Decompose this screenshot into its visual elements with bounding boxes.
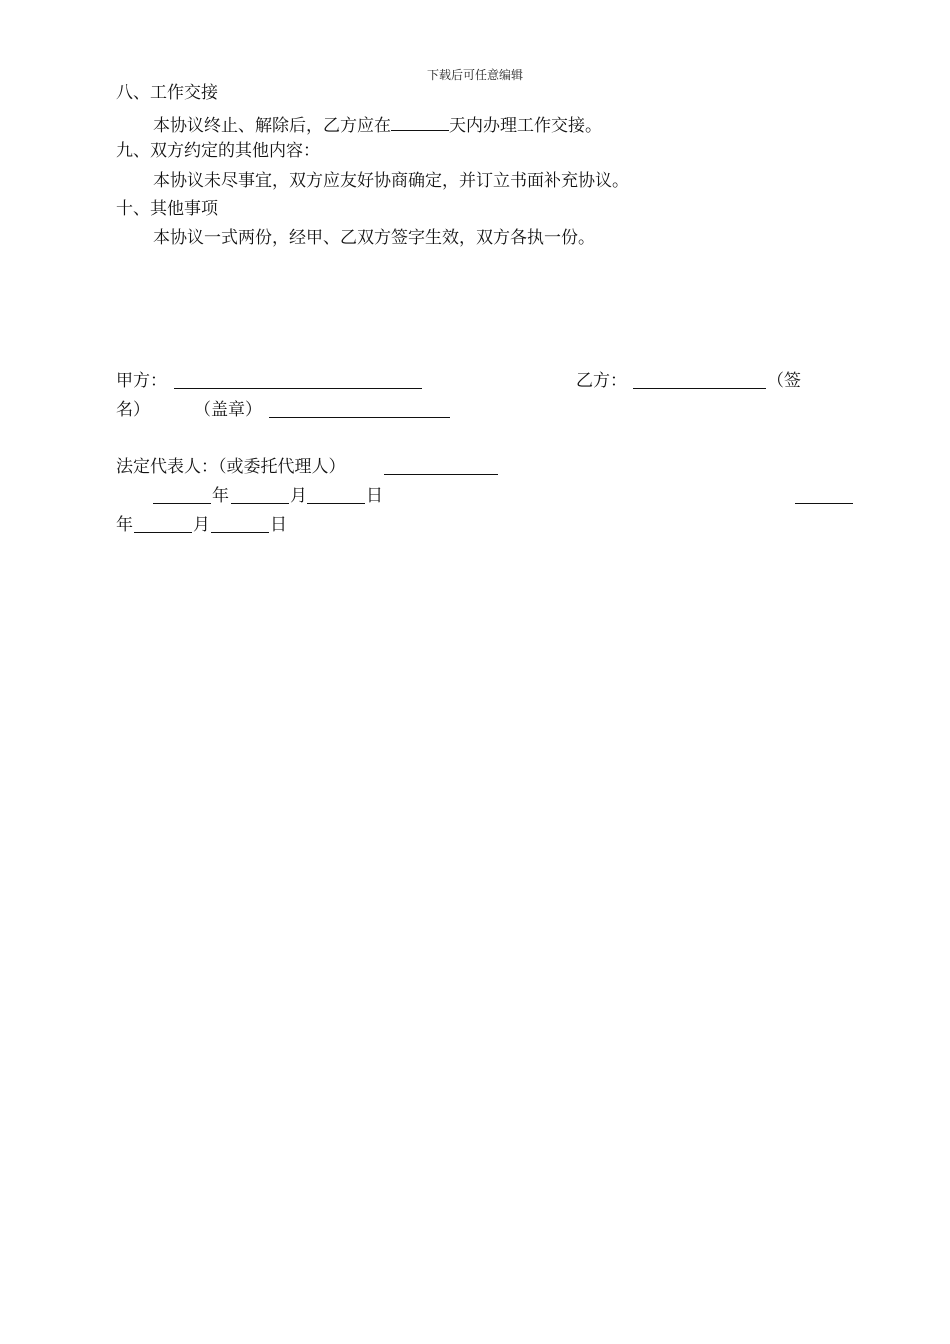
header-note: 下载后可任意编辑 [426, 68, 523, 82]
date-a-year-label: 年 [212, 486, 229, 506]
section-8-body-after: 天内办理工作交接。 [449, 116, 602, 136]
sign-open-label: （签 [767, 371, 801, 391]
party-b-sign-blank[interactable] [633, 388, 766, 389]
section-8-body [153, 112, 602, 137]
date-b-day-blank[interactable] [211, 532, 269, 533]
party-a-blank[interactable] [174, 388, 422, 389]
date-a-month-blank[interactable] [231, 503, 289, 504]
date-a-day-blank[interactable] [307, 503, 365, 504]
date-b-month-blank[interactable] [134, 532, 192, 533]
seal-label: （盖章） [194, 400, 262, 420]
section-10-body: 本协议一式两份，经甲、乙双方签字生效，双方各执一份。 [153, 228, 595, 248]
date-a-day-label: 日 [366, 486, 383, 506]
party-b-label: 乙方： [576, 371, 627, 391]
legal-rep-blank[interactable] [384, 474, 498, 475]
section-10-heading: 十、其他事项 [116, 199, 218, 219]
section-9-heading: 九、双方约定的其他内容： [116, 141, 320, 161]
section-8-heading: 八、工作交接 [116, 83, 218, 103]
section-8-body-before: 本协议终止、解除后，乙方应在 [153, 116, 391, 136]
legal-rep-label: 法定代表人：（或委托代理人） [116, 457, 346, 477]
date-a-year-blank[interactable] [153, 503, 211, 504]
party-a-label: 甲方： [116, 371, 167, 391]
date-b-year-blank[interactable] [795, 503, 853, 504]
date-a-month-label: 月 [290, 486, 307, 506]
sign-close-label: 名） [116, 400, 150, 420]
section-9-body: 本协议未尽事宜，双方应友好协商确定，并订立书面补充协议。 [153, 171, 629, 191]
handover-days-blank[interactable] [391, 112, 449, 131]
date-b-month-label: 月 [193, 515, 210, 535]
seal-blank[interactable] [269, 417, 450, 418]
date-b-day-label: 日 [270, 515, 287, 535]
date-b-year-label: 年 [116, 515, 133, 535]
